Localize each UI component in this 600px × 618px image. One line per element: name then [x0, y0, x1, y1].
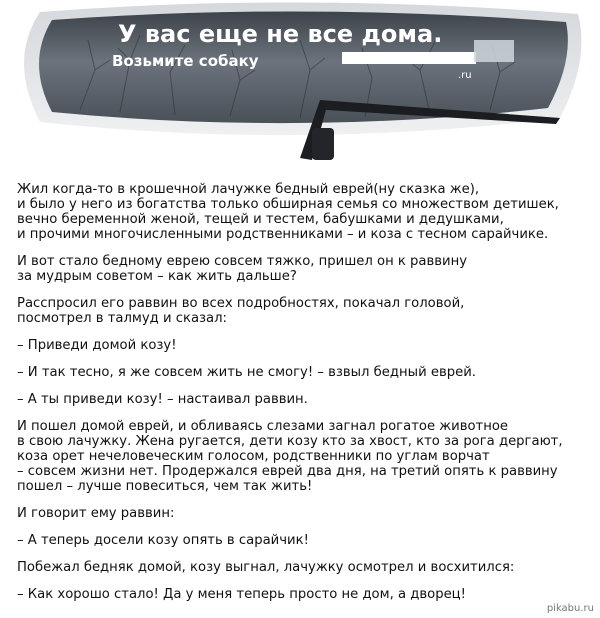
sticker-domain: .ru — [458, 70, 472, 81]
paragraph: – И так тесно, я же совсем жить не смогу! – взвыл бедный еврей. — [17, 365, 476, 380]
paragraph: Расспросил его раввин во всех подробностях, покачал головой, посмотрел в талмуд и сказал: — [17, 296, 465, 326]
paragraph: – Как хорошо стало! Да у меня теперь просто не дом, а дворец! — [17, 587, 466, 602]
sticker-line-2: Возьмите собаку — [112, 52, 259, 70]
small-label-sticker — [474, 40, 514, 62]
rear-window-illustration — [0, 0, 600, 162]
paragraph: – А ты приведи козу! – настаивал раввин. — [17, 392, 308, 407]
car-rear-window-photo — [0, 0, 600, 162]
paragraph: – А теперь досели козу опять в сарайчик! — [17, 533, 309, 548]
sticker-line-1: У вас еще не все дома. — [118, 20, 443, 48]
story-text — [17, 182, 592, 614]
paragraph: – Приведи домой козу! — [17, 338, 177, 353]
paragraph: Жил когда-то в крошечной лачужке бедный еврей(ну сказка же), и было у него из богатства только обширная семья со множеством детишек, вечно беременной женой, тещей и тестем, бабушками и дедушками, и прочими многочисленными родственниками – и коза с тесном сарайчике. — [17, 182, 559, 242]
paragraph: И пошел домой еврей, и обливаясь слезами загнал рогатое животное в свою лачужку. Жена ругается, дети козу кто за хвост, кто за рога дергают, коза орет нечеловеческим голосом, родственники по углам ворчат – совсем жизни нет. Продержался еврей два дня, на третий опять к раввину пошел – лучше повеситься, чем так жить! — [17, 419, 563, 494]
paragraph: И говорит ему раввин: — [17, 506, 175, 521]
watermark: pikabu.ru — [546, 603, 594, 614]
sticker-white-bar — [342, 52, 476, 64]
paragraph: Побежал бедняк домой, козу выгнал, лачужку осмотрел и восхитился: — [17, 560, 515, 575]
paragraph: И вот стало бедному еврею совсем тяжко, пришел он к раввину за мудрым советом – как жить дальше? — [17, 254, 468, 284]
